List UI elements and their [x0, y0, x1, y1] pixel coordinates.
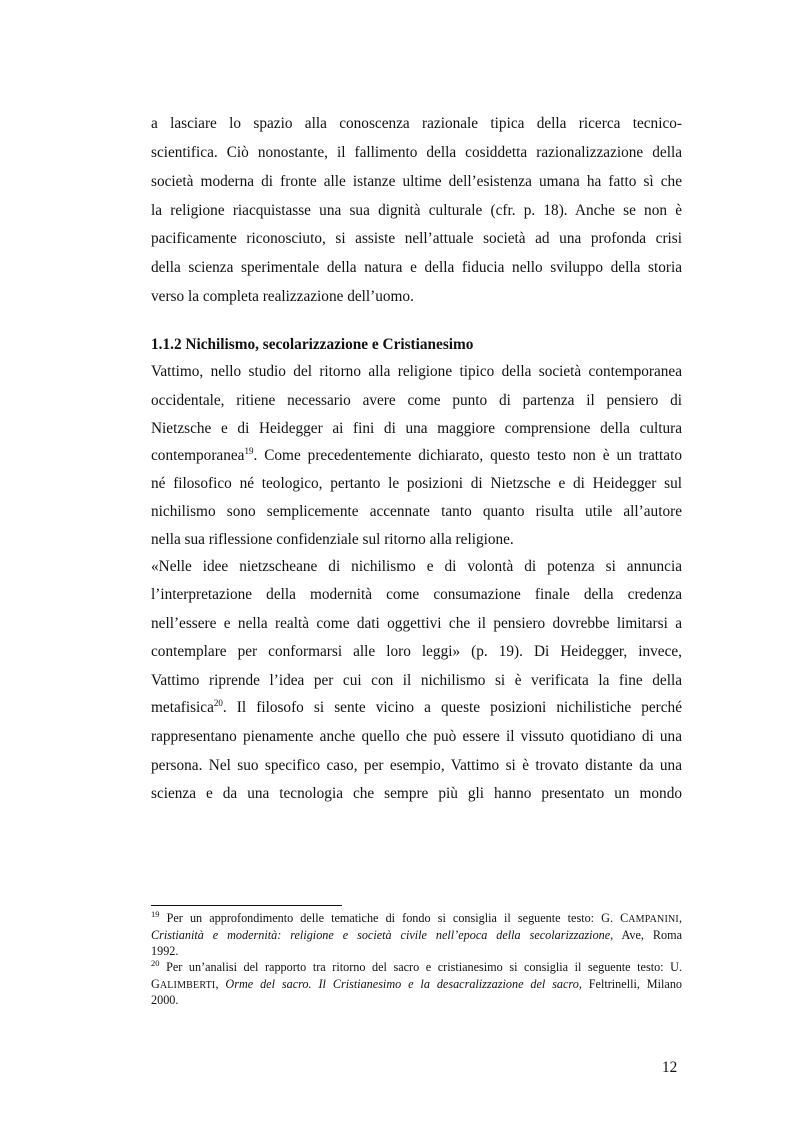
footnote-19-line	[151, 911, 682, 928]
body-line: Nietzsche e di Heidegger ai fini di una maggiore comprensione della cultura	[151, 420, 682, 437]
footnote-19-line	[151, 928, 682, 943]
body-line: persona. Nel suo specifico caso, per esempio, Vattimo si è trovato distante da una	[151, 757, 682, 774]
body-line: a lasciare lo spazio alla conoscenza razionale tipica della ricerca tecnico-	[151, 115, 682, 132]
body-line: la religione riacquistasse una sua dignità culturale (cfr. p. 18). Anche se non è	[151, 202, 682, 219]
footnote-text: , Feltrinelli, Milano	[578, 977, 682, 991]
body-line: né filosofico né teologico, pertanto le posizioni di Nietzsche e di Heidegger sul	[151, 475, 682, 492]
footnote-ref-20[interactable]: 20	[213, 698, 223, 708]
footnote-text: ALIMBERTI	[159, 980, 216, 991]
body-line: nichilismo sono semplicemente accennate tanto quanto risulta utile all’autore	[151, 503, 682, 520]
footnote-title: Cristianità e modernità: religione e società civile nell’epoca della secolarizzazione	[151, 928, 611, 942]
body-line: rappresentano pienamente anche quello che può essere il vissuto quotidiano di una	[151, 728, 682, 745]
footnote-number: 19	[151, 911, 160, 919]
footnote-text: Per un approfondimento delle tematiche di fondo si consiglia il seguente testo: G. C	[159, 911, 629, 925]
body-line: pacificamente riconosciuto, si assiste nell’attuale società ad una profonda crisi	[151, 230, 682, 247]
footnote-text: ,	[678, 911, 682, 925]
body-line	[151, 446, 682, 466]
body-line: «Nelle idee nietzscheane di nichilismo e di volontà di potenza si annuncia	[151, 558, 682, 575]
body-line: verso la completa realizzazione dell’uomo.	[151, 288, 414, 305]
body-line: società moderna di fronte alle istanze ultime dell’esistenza umana ha fatto sì che	[151, 173, 682, 190]
footnote-separator	[151, 905, 342, 906]
footnote-20-line: 2000.	[151, 993, 179, 1007]
body-line	[151, 698, 682, 718]
body-line: l’interpretazione della modernità come consumazione finale della credenza	[151, 586, 682, 603]
body-text: . Come precedentemente dichiarato, questo testo non è un trattato	[253, 447, 682, 464]
body-line: nell’essere e nella realtà come dati oggettivi che il pensiero dovrebbe limitarsi a	[151, 615, 682, 632]
body-text: metafisica	[151, 699, 214, 716]
body-line: contemplare per conformarsi alle loro leggi» (p. 19). Di Heidegger, invece,	[151, 643, 682, 660]
body-line: della scienza sperimentale della natura e della fiducia nello sviluppo della storia	[151, 259, 682, 276]
footnote-text: G	[151, 977, 160, 991]
body-line: scientifica. Ciò nonostante, il fallimento della cosiddetta razionalizzazione della	[151, 144, 682, 161]
footnote-20-line	[151, 977, 682, 994]
section-heading: 1.1.2 Nichilismo, secolarizzazione e Cristianesimo	[151, 336, 474, 353]
footnote-20-line	[151, 960, 682, 975]
body-text: contemporanea	[151, 447, 245, 464]
footnote-ref-19[interactable]: 19	[244, 446, 254, 456]
body-line: nella sua riflessione confidenziale sul ritorno alla religione.	[151, 531, 514, 548]
body-line: scienza e da una tecnologia che sempre più gli hanno presentato un mondo	[151, 785, 682, 802]
page-number: 12	[662, 1059, 678, 1076]
body-line: occidentale, ritiene necessario avere come punto di partenza il pensiero di	[151, 392, 682, 409]
footnote-text: AMPANINI	[628, 914, 679, 925]
body-text: . Il filosofo si sente vicino a queste posizioni nichilistiche perché	[222, 699, 682, 716]
footnote-text: , Ave, Roma	[610, 928, 682, 942]
footnote-text: ,	[215, 977, 226, 991]
footnote-title: Orme del sacro. Il Cristianesimo e la desacralizzazione del sacro	[225, 977, 579, 991]
footnote-text: Per un’analisi del rapporto tra ritorno del sacro e cristianesimo si consiglia il seguente testo: U.	[159, 960, 682, 974]
body-line: Vattimo riprende l’idea per cui con il nichilismo si è verificata la fine della	[151, 672, 682, 689]
body-line: Vattimo, nello studio del ritorno alla religione tipico della società contemporanea	[151, 363, 682, 380]
footnote-number: 20	[151, 960, 160, 968]
footnote-19-line: 1992.	[151, 944, 179, 958]
